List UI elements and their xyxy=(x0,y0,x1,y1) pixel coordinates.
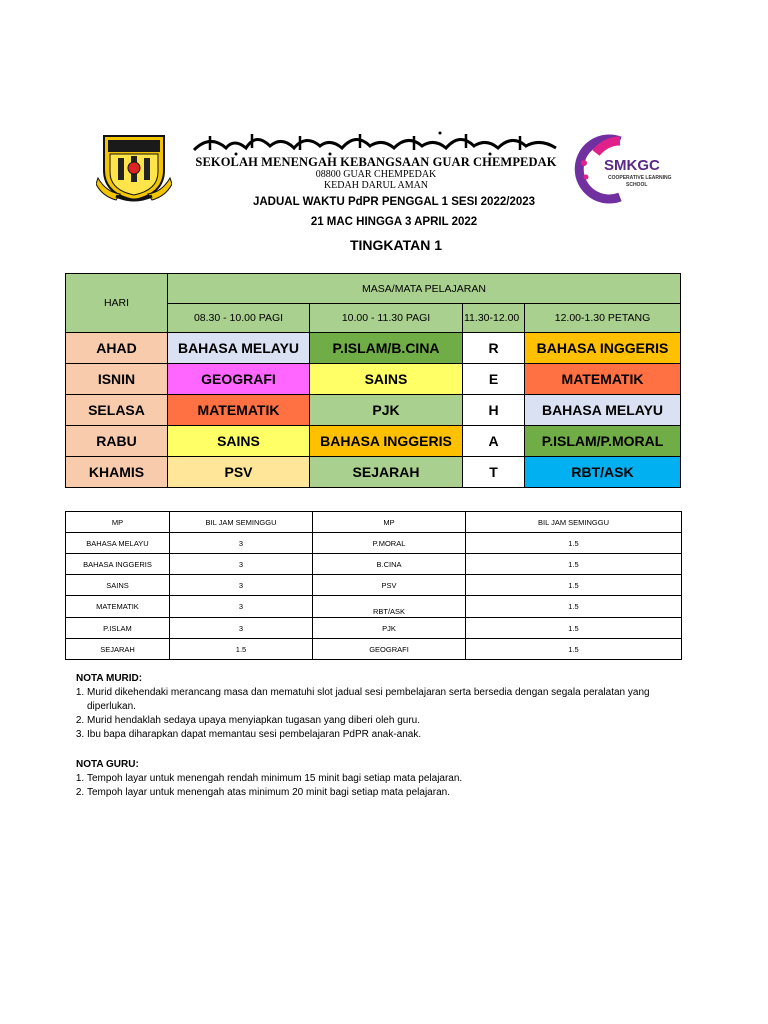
school-crest-logo xyxy=(96,132,172,202)
subject-cell: P.ISLAM/P.MORAL xyxy=(525,426,681,457)
student-note-item: 3. Ibu bapa diharapkan dapat memantau sesi pembelajaran PdPR anak-anak. xyxy=(87,728,676,742)
timetable-date-range: 21 MAC HINGGA 3 APRIL 2022 xyxy=(310,216,478,228)
teacher-notes xyxy=(76,758,676,800)
timetable-row xyxy=(66,426,681,457)
subject-cell: PSV xyxy=(168,457,310,488)
slot-header-2: 10.00 - 11.30 PAGI xyxy=(310,304,463,333)
school-postcode: 08800 GUAR CHEMPEDAK xyxy=(315,169,437,180)
slot-header-3: 12.00-1.30 PETANG xyxy=(525,304,681,333)
slot-header-break: 11.30-12.00 xyxy=(463,304,525,333)
summary-row xyxy=(66,554,682,575)
summary-hours-cell: 1.5 xyxy=(466,596,682,618)
summary-subject-cell: RBT/ASK xyxy=(313,596,466,618)
subject-cell: P.ISLAM/B.CINA xyxy=(310,333,463,364)
summary-header-mp: MP xyxy=(66,512,170,533)
subject-cell: SAINS xyxy=(310,364,463,395)
subject-cell: BAHASA MELAYU xyxy=(525,395,681,426)
teacher-note-item: 2. Tempoh layar untuk menengah atas minimum 20 minit bagi setiap mata pelajaran. xyxy=(87,786,676,800)
teacher-note-item: 1. Tempoh layar untuk menengah rendah minimum 15 minit bagi setiap mata pelajaran. xyxy=(87,772,676,786)
subject-cell: RBT/ASK xyxy=(525,457,681,488)
student-note-item: 2. Murid hendaklah sedaya upaya menyiapkan tugasan yang diberi oleh guru. xyxy=(87,714,676,728)
summary-header-hours: BIL JAM SEMINGGU xyxy=(466,512,682,533)
summary-row xyxy=(66,618,682,639)
timetable-row xyxy=(66,333,681,364)
subject-cell: SEJARAH xyxy=(310,457,463,488)
summary-hours-cell: 1.5 xyxy=(466,554,682,575)
smkgc-logo-tagline-1: COOPERATIVE LEARNING xyxy=(608,175,672,181)
day-cell: SELASA xyxy=(66,395,168,426)
summary-subject-cell: BAHASA INGGERIS xyxy=(66,554,170,575)
school-name: SEKOLAH MENENGAH KEBANGSAAN GUAR CHEMPEDAK xyxy=(195,155,557,169)
summary-hours-cell: 3 xyxy=(170,533,313,554)
hari-header: HARI xyxy=(66,274,168,333)
teacher-notes-heading: NOTA GURU: xyxy=(76,759,139,770)
smkgc-logo-tagline-2: SCHOOL xyxy=(626,182,648,188)
summary-subject-cell: MATEMATIK xyxy=(66,596,170,618)
summary-subject-cell: PSV xyxy=(313,575,466,596)
summary-hours-cell: 3 xyxy=(170,575,313,596)
break-letter-cell: H xyxy=(463,395,525,426)
subject-cell: MATEMATIK xyxy=(168,395,310,426)
day-cell: AHAD xyxy=(66,333,168,364)
summary-hours-cell: 3 xyxy=(170,554,313,575)
smkgc-logo xyxy=(574,133,674,205)
school-state: KEDAH DARUL AMAN xyxy=(323,180,429,191)
slot-header-1: 08.30 - 10.00 PAGI xyxy=(168,304,310,333)
break-letter-cell: R xyxy=(463,333,525,364)
subject-cell: MATEMATIK xyxy=(525,364,681,395)
summary-subject-cell: PJK xyxy=(313,618,466,639)
summary-hours-cell: 1.5 xyxy=(466,575,682,596)
timetable-row xyxy=(66,364,681,395)
day-cell: RABU xyxy=(66,426,168,457)
summary-subject-cell: SEJARAH xyxy=(66,639,170,660)
student-note-item: 1. Murid dikehendaki merancang masa dan mematuhi slot jadual sesi pembelajaran serta bersedia dengan segala peralatan yang diperlukan. xyxy=(87,686,676,714)
summary-hours-cell: 3 xyxy=(170,596,313,618)
summary-subject-cell: SAINS xyxy=(66,575,170,596)
smkgc-logo-text: SMKGC xyxy=(604,157,660,174)
summary-subject-cell: GEOGRAFI xyxy=(313,639,466,660)
day-cell: KHAMIS xyxy=(66,457,168,488)
subject-cell: PJK xyxy=(310,395,463,426)
student-notes-heading: NOTA MURID: xyxy=(76,673,143,684)
day-cell: ISNIN xyxy=(66,364,168,395)
summary-row xyxy=(66,575,682,596)
summary-row xyxy=(66,639,682,660)
summary-hours-cell: 1.5 xyxy=(170,639,313,660)
subject-cell: BAHASA INGGERIS xyxy=(310,426,463,457)
summary-hours-cell: 1.5 xyxy=(466,639,682,660)
summary-subject-cell: P.MORAL xyxy=(313,533,466,554)
subject-cell: GEOGRAFI xyxy=(168,364,310,395)
summary-subject-cell: B.CINA xyxy=(313,554,466,575)
summary-hours-cell: 1.5 xyxy=(466,533,682,554)
break-letter-cell: E xyxy=(463,364,525,395)
summary-hours-cell: 3 xyxy=(170,618,313,639)
break-letter-cell: A xyxy=(463,426,525,457)
summary-subject-cell: BAHASA MELAYU xyxy=(66,533,170,554)
summary-header-mp: MP xyxy=(313,512,466,533)
timetable-row xyxy=(66,457,681,488)
jawi-calligraphy-banner xyxy=(190,130,562,156)
hours-summary-table xyxy=(65,511,682,660)
subject-cell: BAHASA INGGERIS xyxy=(525,333,681,364)
break-letter-cell: T xyxy=(463,457,525,488)
summary-subject-cell: P.ISLAM xyxy=(66,618,170,639)
subject-cell: SAINS xyxy=(168,426,310,457)
subject-cell: BAHASA MELAYU xyxy=(168,333,310,364)
summary-hours-cell: 1.5 xyxy=(466,618,682,639)
timetable-title: JADUAL WAKTU PdPR PENGGAL 1 SESI 2022/2023 xyxy=(252,196,536,208)
summary-row xyxy=(66,596,682,618)
timetable-row xyxy=(66,395,681,426)
masa-header: MASA/MATA PELAJARAN xyxy=(168,274,681,304)
timetable xyxy=(65,273,681,488)
student-notes xyxy=(76,672,676,742)
summary-row xyxy=(66,533,682,554)
form-level-title: TINGKATAN 1 xyxy=(349,237,443,253)
summary-header-hours: BIL JAM SEMINGGU xyxy=(170,512,313,533)
